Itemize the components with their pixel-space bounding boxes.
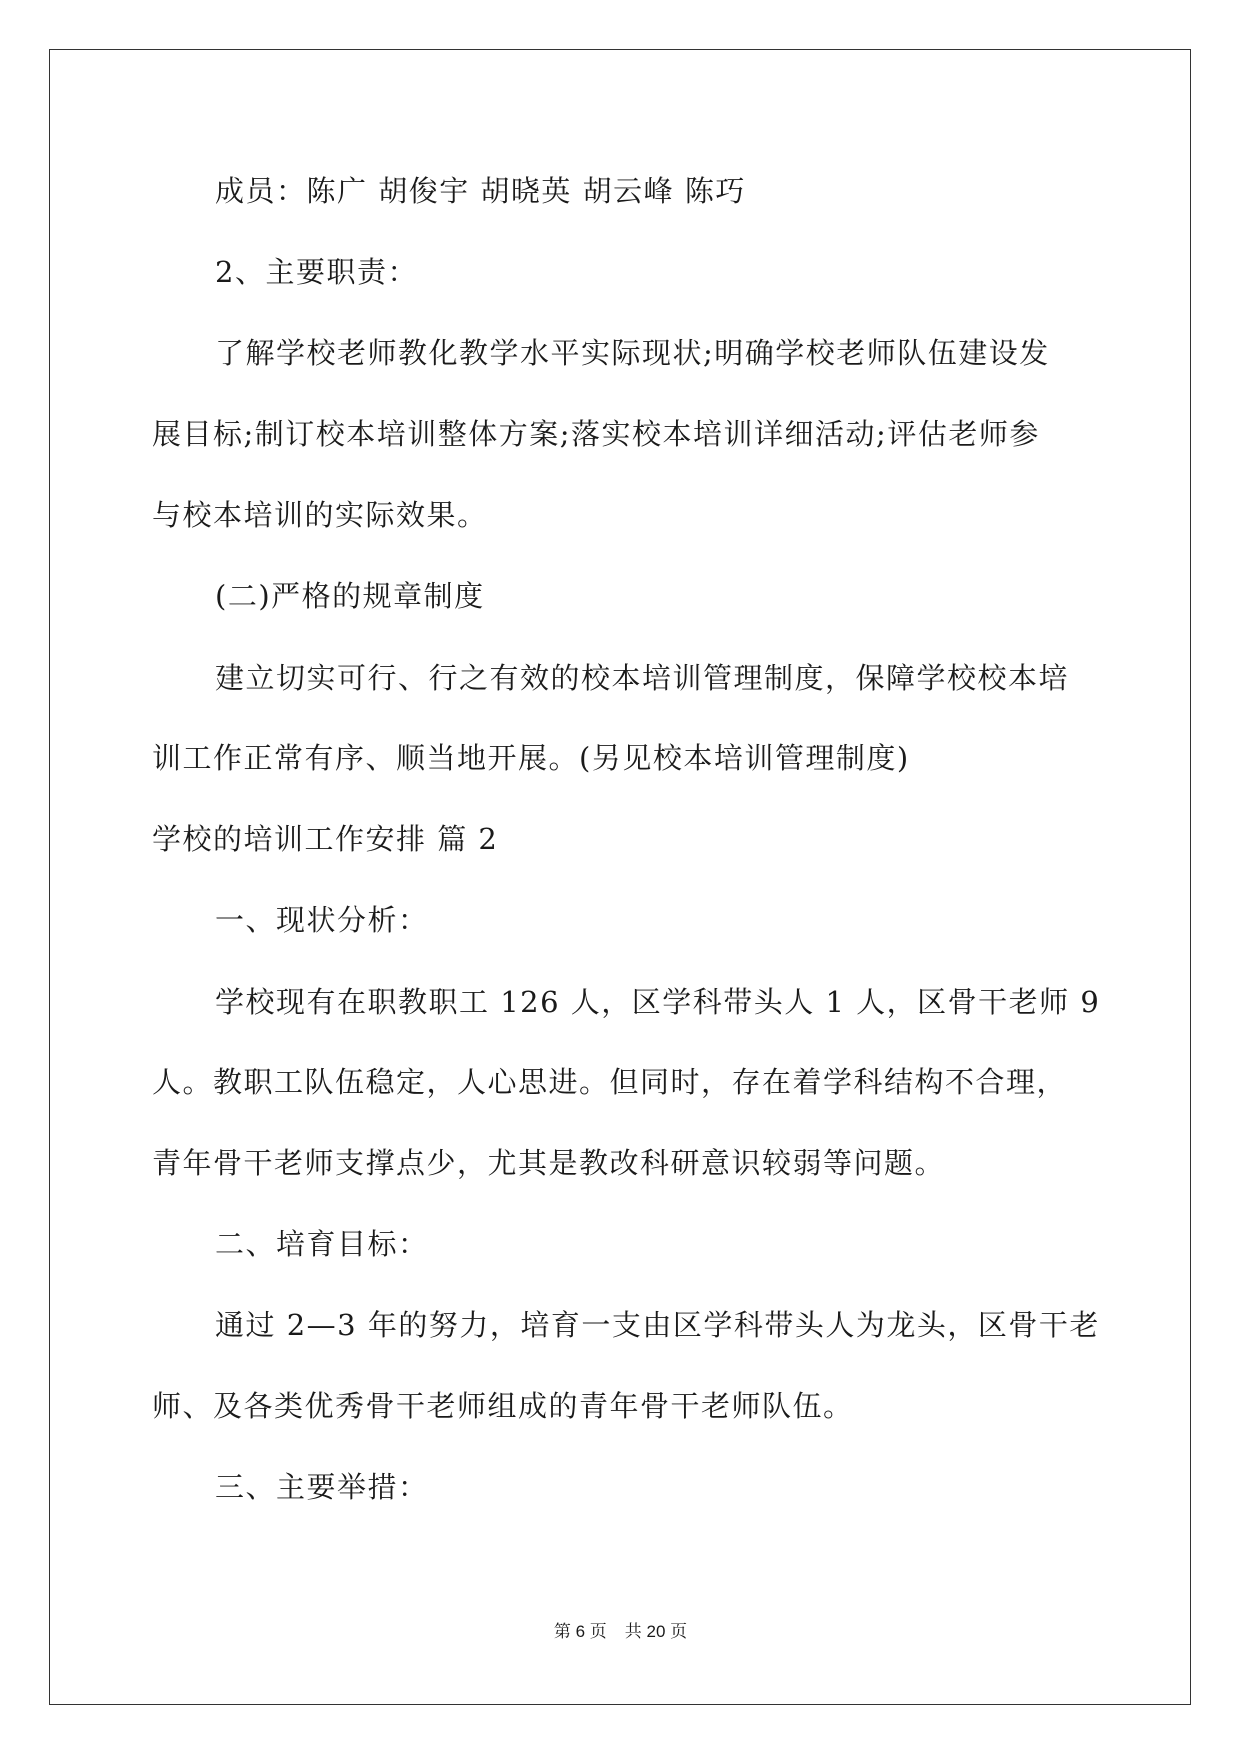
section-heading-rules: (二)严格的规章制度: [215, 579, 485, 613]
paragraph-line: 师、及各类优秀骨干老师组成的青年骨干老师队伍。: [152, 1389, 854, 1423]
paragraph-line: 了解学校老师教化教学水平实际现状;明确学校老师队伍建设发: [215, 336, 1050, 370]
paragraph-line: 青年骨干老师支撑点少，尤其是教改科研意识较弱等问题。: [152, 1146, 946, 1180]
paragraph-line: 展目标;制订校本培训整体方案;落实校本培训详细活动;评估老师参: [152, 417, 1040, 451]
paragraph-line: 与校本培训的实际效果。: [152, 498, 488, 532]
section-heading-status: 一、现状分析：: [215, 903, 429, 937]
article-title: 学校的培训工作安排 篇 2: [152, 822, 499, 856]
paragraph-line: 通过 2—3 年的努力，培育一支由区学科带头人为龙头，区骨干老: [215, 1308, 1100, 1342]
page-footer: [0, 1621, 1241, 1643]
section-heading-goals: 二、培育目标：: [215, 1227, 429, 1261]
page-number: 第 6 页: [553, 1622, 607, 1641]
members-line: 成员：陈广 胡俊宇 胡晓英 胡云峰 陈巧: [215, 174, 746, 208]
page-total: 共 20 页: [624, 1622, 688, 1641]
paragraph-line: 学校现有在职教职工 126 人，区学科带头人 1 人，区骨干老师 9: [215, 985, 1101, 1019]
page-border: [49, 49, 1191, 1705]
section-heading-duties: 2、主要职责：: [215, 255, 418, 289]
section-heading-measures: 三、主要举措：: [215, 1470, 429, 1504]
paragraph-line: 训工作正常有序、顺当地开展。(另见校本培训管理制度): [152, 741, 910, 775]
paragraph-line: 建立切实可行、行之有效的校本培训管理制度，保障学校校本培: [215, 661, 1070, 695]
paragraph-line: 人。教职工队伍稳定，人心思进。但同时，存在着学科结构不合理，: [152, 1065, 1068, 1099]
